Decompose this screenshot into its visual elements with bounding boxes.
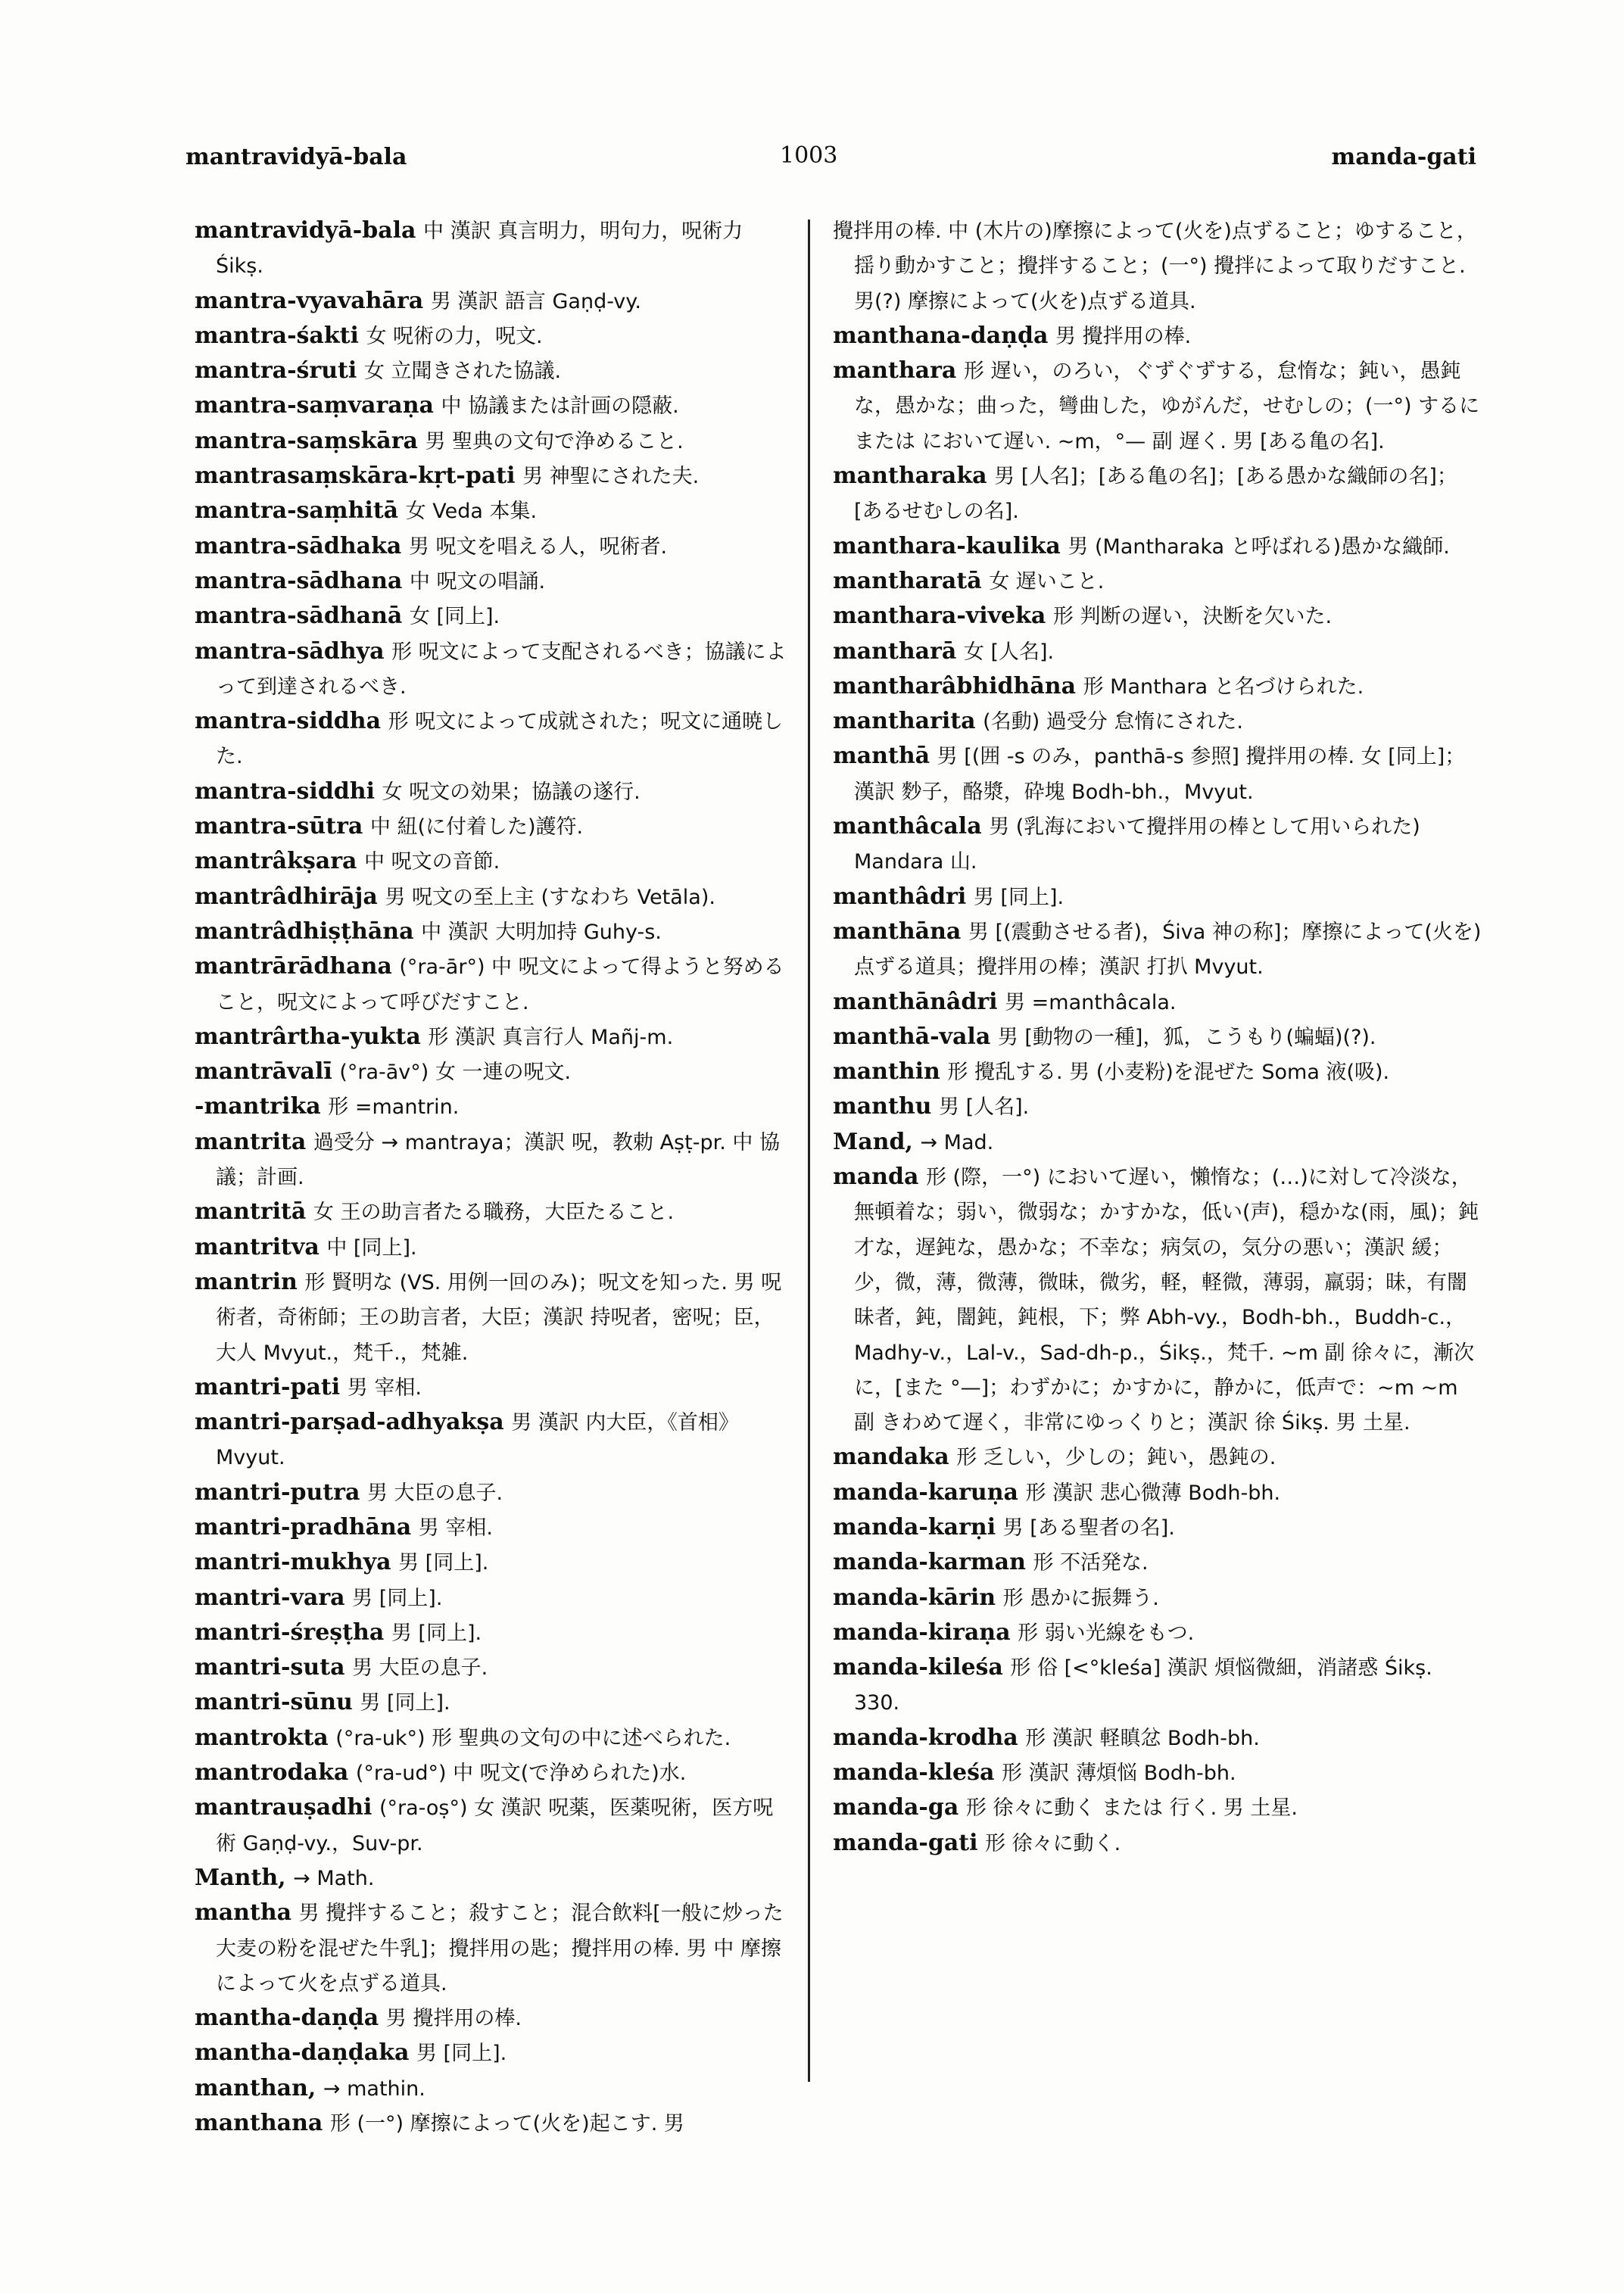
definition: 男 漢訳 語言 Gaṇḍ-vy.	[430, 289, 641, 313]
headword: mantrokta	[195, 1724, 329, 1751]
running-head-right: manda-gati	[1331, 144, 1476, 170]
entry	[833, 1721, 1484, 1756]
entry	[833, 213, 1484, 319]
definition: 形 Manthara と名づけられた.	[1083, 675, 1364, 699]
headword: manthu	[833, 1093, 932, 1120]
entry	[833, 1440, 1484, 1475]
entry	[833, 1160, 1484, 1440]
entry	[195, 704, 793, 774]
entry	[195, 774, 793, 809]
entry	[195, 1089, 793, 1124]
entry	[195, 1721, 793, 1756]
entry	[833, 1055, 1484, 1089]
headword: mantha-daṇḍaka	[195, 2039, 410, 2067]
definition: 男 [人名].	[939, 1095, 1030, 1120]
definition: 攪拌用の棒. 中 (木片の)摩擦によって(火を)点ずること；ゆすること，揺り動かすこと；攪拌すること；(一°) 攪拌によって取りだすこと. 男(?) 摩擦によって(火を)点ずる道具.	[833, 220, 1477, 313]
headword: manda-krodha	[833, 1724, 1018, 1751]
headword: manthara-kaulika	[833, 532, 1061, 559]
entry	[195, 1685, 793, 1720]
entry	[195, 949, 793, 1020]
definition: 女 呪術の力，呪文.	[366, 324, 543, 348]
entry	[833, 669, 1484, 704]
definition: 男 [同上].	[352, 1586, 443, 1610]
entry	[833, 354, 1484, 459]
running-head-left: mantravidyā-bala	[185, 144, 407, 170]
headword: manda-karṇi	[833, 1513, 996, 1541]
headword: manthan,	[195, 2074, 316, 2101]
entry	[833, 564, 1484, 599]
definition: 男 [同上].	[973, 885, 1064, 909]
definition: 形 徐々に動く または 行く. 男 土星.	[965, 1796, 1298, 1821]
entry	[195, 424, 793, 459]
entry	[195, 2106, 793, 2141]
entry	[195, 844, 793, 879]
entry	[195, 284, 793, 319]
entry	[195, 2001, 793, 2036]
entry	[833, 985, 1484, 1020]
headword: manthā	[833, 743, 930, 770]
entry	[195, 459, 793, 494]
headword: mantharatā	[833, 567, 982, 594]
entry	[195, 354, 793, 388]
definition: 男 聖典の文句で浄めること.	[425, 429, 684, 453]
definition: 中 呪文の音節.	[364, 850, 500, 874]
entry	[833, 1756, 1484, 1790]
definition: 形 徐々に動く.	[985, 1831, 1121, 1855]
headword: manda-ga	[833, 1794, 959, 1821]
headword: mantri-pati	[195, 1373, 341, 1400]
headword: manthin	[833, 1058, 940, 1086]
entry	[195, 564, 793, 599]
entry	[195, 213, 793, 284]
definition: 形 愚かに振舞う.	[1002, 1586, 1159, 1610]
entry	[833, 1545, 1484, 1580]
headword: manthara	[833, 357, 957, 385]
definition: 男 [人名]；[ある亀の名]；[ある愚かな織師の名]；[あるせむしの名].	[854, 465, 1457, 524]
headword: mantra-saṃvaraṇa	[195, 392, 434, 419]
entry	[195, 1230, 793, 1265]
definition: → Math.	[293, 1866, 375, 1890]
headword: mantha-daṇḍa	[195, 2005, 379, 2032]
headword: Manth,	[195, 1864, 286, 1891]
headword: mantrin	[195, 1268, 298, 1295]
headword: mantra-sādhana	[195, 567, 403, 594]
headword: mantha	[195, 1899, 292, 1927]
entry	[195, 809, 793, 844]
definition: 形 =mantrin.	[328, 1095, 460, 1120]
entry	[195, 1055, 793, 1089]
page-number: 1003	[780, 142, 838, 169]
definition: → Mad.	[920, 1130, 994, 1154]
definition: 女 王の助言者たる職務，大臣たること.	[313, 1201, 675, 1225]
entry	[195, 1861, 793, 1896]
entry	[833, 1125, 1484, 1160]
entry	[195, 494, 793, 528]
headword: mantri-pradhāna	[195, 1513, 412, 1541]
definition: 男 [(震動させる者)，Śiva 神の称]；摩擦によって(火を)点ずる道具；攪拌用の棒；漢訳 打扒 Mvyut.	[854, 920, 1482, 980]
headword: mantrârtha-yukta	[195, 1023, 421, 1050]
headword: mantri-mukhya	[195, 1549, 391, 1576]
column-divider	[808, 220, 810, 2082]
definition: 中 協議または計画の隠蔽.	[441, 394, 679, 419]
headword: mantri-parṣad-adhyakṣa	[195, 1409, 504, 1436]
entry	[195, 914, 793, 949]
headword: mantra-sādhya	[195, 637, 385, 665]
definition: 女 Veda 本集.	[405, 500, 538, 524]
headword: manda-kiraṇa	[833, 1618, 1011, 1646]
headword: mantra-siddha	[195, 708, 382, 735]
headword: mantra-saṃskāra	[195, 427, 418, 454]
definition: 形 呪文によって支配されるべき；協議によって到達されるべき.	[216, 640, 787, 699]
definition: 男 [同上].	[416, 2042, 507, 2066]
definition: 男 攪拌用の棒.	[385, 2007, 522, 2031]
definition: 形 遅い，のろい，ぐずぐずする，怠惰な；鈍い，愚鈍な，愚かな；曲った，彎曲した，ゆがんだ，せむしの；(一°) するに または において遅い. ~m，°— 副 遅く. 男 [ある亀の名].	[854, 360, 1480, 453]
entry	[195, 1650, 793, 1685]
headword: mantrâdhirāja	[195, 883, 378, 910]
definition: (°ra-oṣ°) 女 漢訳 呪薬，医薬呪術，医方呪術 Gaṇḍ-vy.，Suv-pr.	[216, 1796, 774, 1855]
headword: mantri-sūnu	[195, 1689, 353, 1716]
entry	[195, 599, 793, 634]
definition: 形 不活発な.	[1033, 1551, 1149, 1575]
headword: mantrâdhiṣṭhāna	[195, 918, 414, 945]
definition: 男 宰相.	[347, 1375, 422, 1400]
definition: 形 呪文によって成就された；呪文に通暁した.	[216, 710, 784, 769]
headword: mantrasaṃskāra-kṛt-pati	[195, 463, 516, 490]
definition: 男 呪文を唱える人，呪術者.	[408, 534, 668, 559]
headword: manthâdri	[833, 883, 967, 910]
headword: manthana	[195, 2110, 323, 2137]
definition: 女 [同上].	[409, 605, 500, 629]
definition: 男 漢訳 内大臣，《首相》 Mvyut.	[216, 1411, 739, 1470]
headword: mantrārādhana	[195, 953, 392, 980]
headword: manda-karman	[833, 1549, 1026, 1576]
headword: mantri-suta	[195, 1654, 345, 1681]
definition: (°ra-āv°) 女 一連の呪文.	[339, 1061, 572, 1085]
entry	[833, 1475, 1484, 1510]
definition: (名動) 過受分 怠惰にされた.	[983, 710, 1243, 734]
entry	[833, 599, 1484, 634]
headword: mantrauṣadhi	[195, 1794, 372, 1821]
definition: 形 賢明な (VS. 用例一回のみ)；呪文を知った. 男 呪術者，奇術師；王の助言者，大臣；漢訳 持呪者，密呪；臣，大人 Mvyut.，梵千.，梵雑.	[216, 1270, 782, 1365]
headword: mantharâbhidhāna	[833, 672, 1077, 699]
headword: mantra-sādhaka	[195, 532, 402, 559]
definition: 男 大臣の息子.	[352, 1656, 488, 1681]
entry	[833, 1581, 1484, 1615]
definition: 男 [同上].	[398, 1551, 489, 1575]
entry	[195, 1125, 793, 1195]
entry	[195, 529, 793, 564]
headword: manthāna	[833, 918, 962, 945]
entry	[833, 1826, 1484, 1861]
definition: 男 宰相.	[418, 1516, 493, 1540]
headword: mantrâkṣara	[195, 848, 357, 875]
headword: mantri-śreṣṭha	[195, 1618, 385, 1646]
definition: 男 神聖にされた夫.	[522, 465, 700, 489]
entry	[195, 2036, 793, 2070]
definition: 男 呪文の至上主 (すなわち Vetāla).	[385, 885, 715, 909]
entry	[833, 1650, 1484, 1721]
definition: 形 漢訳 軽瞋忿 Bodh-bh.	[1025, 1726, 1260, 1750]
entry	[195, 880, 793, 914]
definition: → mathin.	[323, 2076, 425, 2101]
entry	[195, 1581, 793, 1615]
headword: mantritva	[195, 1233, 320, 1260]
definition: 男 [同上].	[391, 1621, 482, 1645]
entry	[195, 1475, 793, 1510]
headword: mantravidyā-bala	[195, 217, 416, 244]
definition: 男 大臣の息子.	[366, 1481, 503, 1505]
headword: manda	[833, 1164, 919, 1191]
headword: mantra-siddhi	[195, 777, 375, 805]
headword: mantra-sādhanā	[195, 603, 403, 630]
entry	[195, 634, 793, 705]
definition: 中 呪文の唱誦.	[409, 569, 546, 594]
entry	[833, 809, 1484, 880]
headword: mantra-śruti	[195, 357, 357, 385]
entry	[195, 1790, 793, 1861]
definition: 男 (乳海において攪拌用の棒として用いられた) Mandara 山.	[854, 815, 1420, 874]
entry	[195, 1405, 793, 1475]
right-column	[833, 213, 1484, 1861]
entry	[833, 1089, 1484, 1124]
entry	[833, 634, 1484, 669]
definition: 中 [同上].	[326, 1235, 417, 1260]
definition: 形 漢訳 薄煩悩 Bodh-bh.	[1002, 1762, 1236, 1786]
entry	[195, 1615, 793, 1650]
entry	[195, 1545, 793, 1580]
entry	[195, 319, 793, 354]
headword: mantrita	[195, 1128, 307, 1155]
headword: manthana-daṇḍa	[833, 322, 1049, 349]
headword: -mantrika	[195, 1093, 321, 1120]
headword: mantra-saṃhitā	[195, 497, 399, 525]
entry	[833, 1020, 1484, 1055]
definition: (°ra-ud°) 中 呪文(で浄められた)水.	[355, 1762, 687, 1786]
left-column	[195, 213, 793, 2141]
definition: 中 紐(に付着した)護符.	[369, 815, 584, 840]
headword: mantritā	[195, 1198, 307, 1226]
entry	[833, 704, 1484, 739]
entry	[833, 1615, 1484, 1650]
definition: 男 [(囲 -s のみ，panthā-s 参照] 攪拌用の棒. 女 [同上]；漢訳 麨子，酪漿，砕塊 Bodh-bh.，Mvyut.	[854, 745, 1466, 804]
definition: 中 漢訳 大明加持 Guhy-s.	[421, 920, 662, 944]
headword: manthā-vala	[833, 1023, 991, 1050]
definition: 男 攪拌用の棒.	[1055, 324, 1192, 348]
definition: 形 (際，一°) において遅い，懶惰な；(…)に対して冷淡な，無頓着な；弱い，微弱な；かすかな，低い(声)，穏かな(雨，風)；鈍才な，遅鈍な，愚かな；不幸な；病気の，気分の悪い；漢訳 緩；少，微，薄，微薄，微昧，微劣，軽，軽微，薄弱，羸弱；昧，有闇昧者，鈍，闇鈍，鈍根，下；弊 Abh-vy.，Bodh-bh.，Buddh-c.，Madhy-v.，Lal-v.，Sad-dh-p.，Śikṣ.，梵千. ~m 副 徐々に，漸次に，[また °—]；わずかに；かすかに，静かに，低声で：~m ~m 副 きわめて遅く，非常にゆっくりと；漢訳 徐 Śikṣ. 男 土星.	[854, 1166, 1479, 1435]
definition: 形 攪乱する. 男 (小麦粉)を混ぜた Soma 液(吸).	[947, 1061, 1390, 1085]
entry	[833, 319, 1484, 354]
definition: 形 俗 [<°kleśa] 漢訳 煩悩微細，消諸惑 Śikṣ. 330.	[854, 1656, 1432, 1715]
headword: mantri-vara	[195, 1584, 345, 1611]
entry	[833, 1510, 1484, 1545]
entry	[195, 1195, 793, 1229]
headword: manthānâdri	[833, 988, 998, 1015]
definition: 中 漢訳 真言明力，明句力，呪術力 Śikṣ.	[216, 220, 743, 279]
headword: manda-gati	[833, 1829, 978, 1856]
headword: mantra-śakti	[195, 322, 359, 349]
definition: 形 判断の遅い，決断を欠いた.	[1052, 605, 1333, 629]
headword: mantra-sūtra	[195, 813, 363, 840]
definition: 女 呪文の効果；協議の遂行.	[382, 780, 641, 804]
headword: manthara-viveka	[833, 603, 1046, 630]
definition: 男 [ある聖者の名].	[1002, 1516, 1175, 1540]
headword: manda-karuṇa	[833, 1478, 1018, 1506]
headword: Mand,	[833, 1128, 913, 1155]
headword: mantharaka	[833, 463, 987, 490]
definition: (°ra-uk°) 形 聖典の文句の中に述べられた.	[335, 1726, 731, 1750]
headword: manthâcala	[833, 813, 982, 840]
definition: 形 乏しい，少しの；鈍い，愚鈍の.	[956, 1446, 1276, 1470]
entry	[833, 880, 1484, 914]
definition: 形 漢訳 真言行人 Mañj-m.	[428, 1025, 674, 1049]
definition: 形 漢訳 悲心微薄 Bodh-bh.	[1025, 1481, 1281, 1505]
headword: mantharita	[833, 708, 976, 735]
entry	[195, 1510, 793, 1545]
headword: mantrāvalī	[195, 1058, 332, 1086]
entry	[833, 459, 1484, 529]
entry	[195, 1020, 793, 1055]
definition: 女 遅いこと.	[989, 569, 1105, 594]
definition: 過受分 → mantraya；漢訳 呪，教勅 Aṣṭ-pr. 中 協議；計画.	[216, 1130, 780, 1190]
entry	[195, 1756, 793, 1790]
definition: 男 =manthâcala.	[1005, 990, 1177, 1014]
headword: mantharā	[833, 637, 957, 665]
definition: 女 [人名].	[963, 640, 1055, 664]
entry	[833, 914, 1484, 985]
entry	[195, 1370, 793, 1405]
entry	[195, 2071, 793, 2106]
definition: 形 (一°) 摩擦によって(火を)起こす. 男	[329, 2112, 684, 2136]
headword: manda-kileśa	[833, 1654, 1003, 1681]
headword: manda-kleśa	[833, 1759, 995, 1787]
definition: 男 (Mantharaka と呼ばれる)愚かな織師.	[1068, 534, 1450, 559]
entry	[195, 1896, 793, 2001]
entry	[833, 1790, 1484, 1825]
definition: 男 [動物の一種]，狐，こうもり(蝙蝠)(?).	[997, 1025, 1376, 1049]
entry	[195, 1265, 793, 1370]
definition: 女 立聞きされた協議.	[363, 360, 562, 384]
headword: manda-kārin	[833, 1584, 996, 1611]
entry	[833, 529, 1484, 564]
entry	[195, 388, 793, 423]
entry	[833, 739, 1484, 809]
headword: mantra-vyavahāra	[195, 287, 424, 314]
definition: 男 攪拌すること；殺すこと；混合飲料[一般に炒った大麦の粉を混ぜた牛乳]；攪拌用の匙；攪拌用の棒. 男 中 摩擦によって火を点ずる道具.	[216, 1902, 784, 1995]
definition: 男 [同上].	[360, 1691, 450, 1715]
headword: mantrodaka	[195, 1759, 349, 1787]
definition: 形 弱い光線をもつ.	[1018, 1621, 1195, 1645]
headword: mandaka	[833, 1444, 949, 1471]
definition: (°ra-ār°) 中 呪文によって得ようと努めること，呪文によって呼びだすこと.	[216, 955, 784, 1014]
headword: mantri-putra	[195, 1478, 360, 1506]
